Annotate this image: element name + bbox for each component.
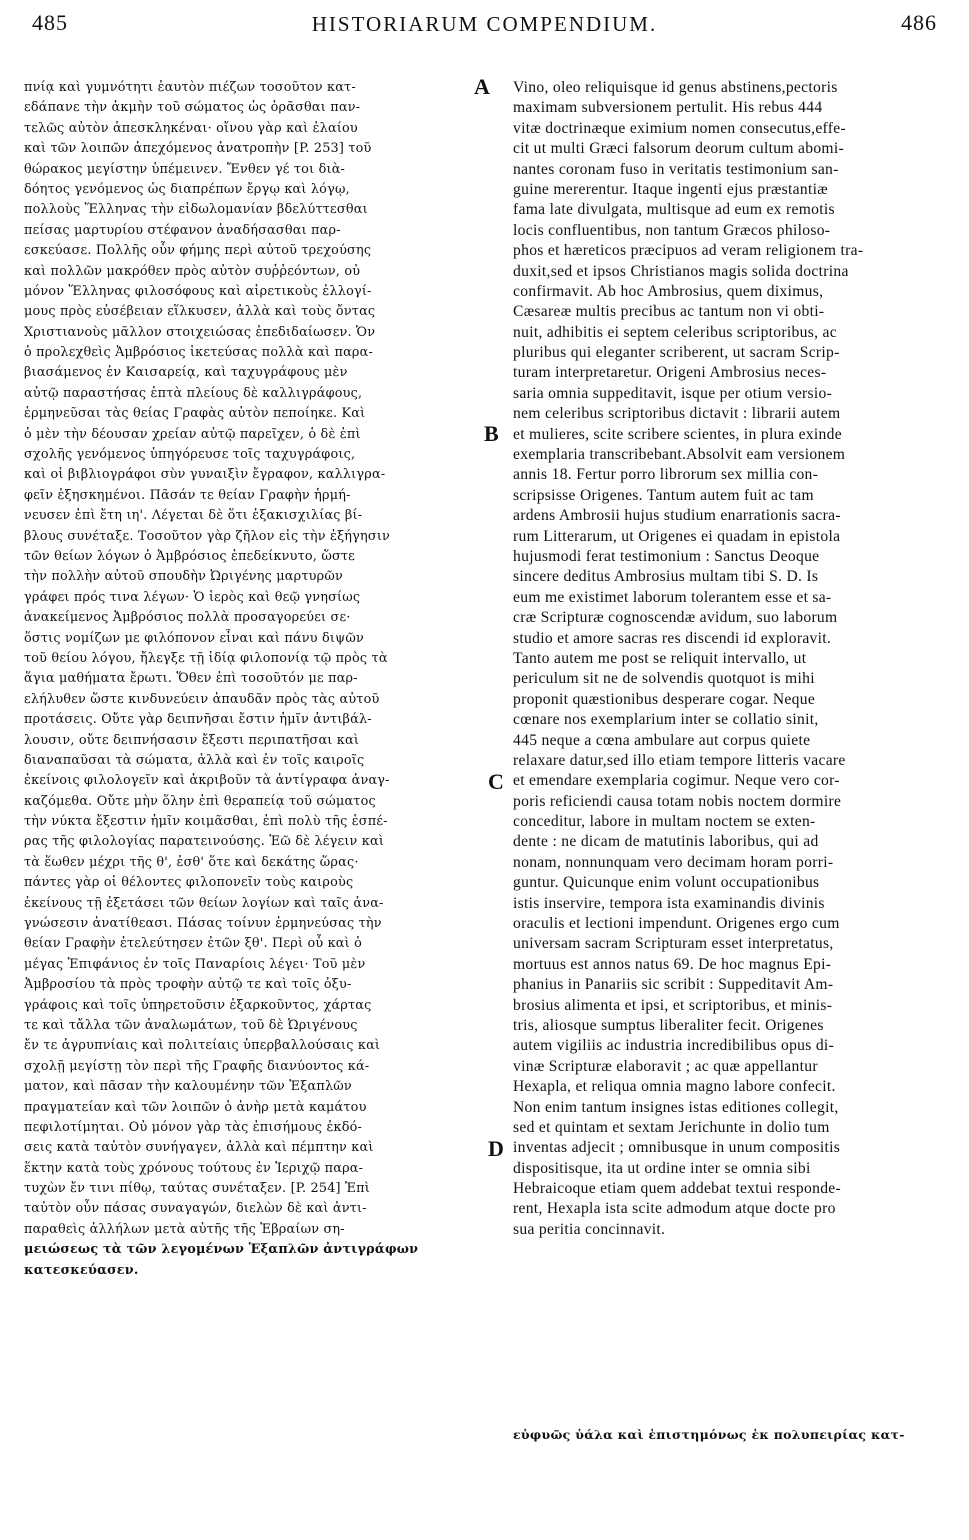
latin-text-line: phanius in Panariis sic scribit : Suppeditavit Am- <box>513 976 834 994</box>
greek-text-line: ὁ προλεχθεὶς Ἀμβρόσιος ἱκετεύσας πολλὰ καὶ παρα- <box>24 345 374 361</box>
latin-text-line: nonam, nonnunquam vero decimam horam porri- <box>513 853 834 871</box>
latin-text-line: nem celeribus scriptoribus dictavit : librarii autem <box>513 405 841 423</box>
greek-column <box>24 78 487 1281</box>
latin-text-line: istis inservire, tempora ista examinandis divinis <box>513 894 825 912</box>
greek-text-line: τῶν θείων λόγων ὁ Ἀμβρόσιος ἐπεδείκνυτο, ὥστε <box>24 548 356 564</box>
greek-text-line: τε καὶ τἄλλα τῶν ἀναλωμάτων, τοῦ δὲ Ὠριγένους <box>24 1017 358 1033</box>
latin-text-line: relaxare datur,sed illo etiam tempore litteris vacare <box>513 751 846 769</box>
latin-text-line: cræ Scripturæ cognoscendæ avidum, suo laborum <box>513 609 838 627</box>
latin-text-line: Cæsareæ multis precibus ac tantum non vi obti- <box>513 303 825 321</box>
greek-text-line: ρας τῆς φιλολογίας παρατεινούσης. Ἐῶ δὲ λέγειν καὶ <box>24 834 385 850</box>
latin-text-line: confirmavit. Ab hoc Ambrosius, quem diximus, <box>513 282 824 300</box>
latin-text-line: exemplaria transcribebant.Absolvit eam versionem <box>513 446 846 464</box>
latin-text-line: phos et hæreticos præcipuos ad veram religionem tra- <box>513 242 864 260</box>
greek-text-line: τυχὼν ἔν τινι πίθῳ, ταύτας συνέταξεν. [P. 254] Ἐπὶ <box>24 1181 370 1197</box>
greek-text-line: ὅστις νομίζων με φιλόπονον εἶναι καὶ πάνυ διψῶν <box>24 630 364 646</box>
latin-text-line: turam interpretaretur. Origeni Ambrosius neces- <box>513 364 827 382</box>
page-header <box>0 0 969 40</box>
greek-text-line: καὶ τῶν λοιπῶν ἀπεχόμενος ἀνατροπὴν [P. 253] τοῦ <box>24 141 372 157</box>
latin-text-line: vinæ Scripturæ elaboravit ; ac quæ appellantur <box>513 1057 818 1075</box>
greek-text-line: καὶ πολλῶν μακρόθεν πρὸς αὐτὸν συῤῥεόντων, οὐ <box>24 263 361 279</box>
greek-text-line: εσκεύασε. Πολλῆς οὖν φήμης περὶ αὐτοῦ τρεχούσης <box>24 243 372 259</box>
greek-text-line: ματον, καὶ πᾶσαν τὴν καλουμένην τῶν Ἑξαπλῶν <box>24 1079 352 1095</box>
latin-text-line: universam sacram Scripturam esset interpretatus, <box>513 935 834 953</box>
latin-text-line: sed et quintam et sextam Jerichunte in dolio tum <box>513 1118 830 1136</box>
greek-text-line: ὁ μὲν τὴν δέουσαν χρείαν αὐτῷ παρεῖχεν, ὁ δὲ ἐπὶ <box>24 426 361 442</box>
right-page-number: 486 <box>901 10 937 35</box>
latin-text-line: Hebraicoque etiam quem addebat textui responde- <box>513 1180 842 1198</box>
greek-text-line: ἔν τε ἀγρυπνίαις καὶ πολιτείαις ὑπερβαλλούσαις καὶ <box>24 1038 381 1054</box>
greek-text-line: προτάσεις. Οὔτε γὰρ δειπνῆσαι ἔστιν ἡμῖν ἀντιβάλ- <box>24 712 372 728</box>
greek-text-line: λουσιν, οὔτε δειπνήσασιν ἔξεστι περιπατῆσαι καὶ <box>24 732 360 748</box>
greek-text-line: δόητος γενόμενος ὡς διαπρέπων ἔργῳ καὶ λόγῳ, <box>24 181 350 197</box>
greek-text-line: τελῶς αὐτὸν ἀπεσκληκέναι· οἴνου γὰρ καὶ ἐλαίου <box>24 120 358 136</box>
greek-text-line: γνώσεσιν ἀνατίθεασι. Πάσας τοίνυν ἑρμηνεύσας τὴν <box>24 916 382 932</box>
latin-text-line: guntur. Quicunque enim volunt occupationibus <box>513 874 820 892</box>
greek-text-line: καὶ οἱ βιβλιογράφοι σὺν γυναιξὶν ἔγραφον, καλλιγρα- <box>24 467 386 483</box>
greek-text-line: γράφοις καὶ τοῖς ὑπηρετοῦσιν ἐξαρκοῦντος, χάρτας <box>24 997 372 1013</box>
greek-text-line: πάντες γὰρ οἱ θέλοντες φιλοπονεῖν τοὺς καιροὺς <box>24 875 354 891</box>
latin-text-line: rent, Hexapla ista scite admodum atque docte pro <box>513 1200 836 1218</box>
latin-text-line: brosius alimenta et ipsi, et scriptoribus, et minis- <box>513 996 833 1014</box>
latin-text-line: studio et amore sacras res discendi id exploravit. <box>513 629 832 647</box>
latin-text-line: mortuus est annos natus 69. De hoc magnus Epi- <box>513 955 832 973</box>
greek-text-line: τοῦ θείου λόγου, ἤλεγξε τῇ ἰδίᾳ φιλοπονίᾳ τῷ πρὸς τὰ <box>24 650 388 666</box>
latin-text-line: poris reficiendi causa totam nobis noctem dormire <box>513 792 842 810</box>
latin-text-line: sua peritia concinnavit. <box>513 1220 666 1238</box>
greek-text-line: μειώσεως τὰ τῶν λεγομένων Ἑξαπλῶν ἀντιγράφων <box>24 1242 419 1258</box>
latin-text-line: dente : ne dicam de matutinis laboribus, qui ad <box>513 833 819 851</box>
greek-text-line: εδάπανε τὴν ἀκμὴν τοῦ σώματος ὡς ὁρᾶσθαι παν- <box>24 100 361 116</box>
greek-text-line: θείαν Γραφὴν ἐτελεύτησεν ἐτῶν ξθ'. Περὶ οὗ καὶ ὁ <box>24 936 363 952</box>
latin-text-line: fama late divulgata, multisque ad eum ex remotis <box>513 201 835 219</box>
margin-marker-b: B <box>484 421 499 446</box>
greek-text-line: ἀνακείμενος Ἀμβρόσιος πολλὰ προσαγορεύει σε· <box>24 610 351 626</box>
left-page-number: 485 <box>32 10 68 35</box>
latin-text-line: hujusmodi ferat testimonium : Sanctus Deoque <box>513 547 820 565</box>
latin-text-line: ardens Ambrosii hujus studium enarrationis sacra- <box>513 507 841 525</box>
greek-text-line: θώρακος μεγίστην ὑπέμεινεν. Ἔνθεν γέ τοι διὰ- <box>24 161 346 177</box>
latin-text-line: maximam subversionem pertulit. His rebus 444 <box>513 99 823 117</box>
latin-text-line: scripsisse Origenes. Tantum autem fuit ac tam <box>513 486 814 504</box>
margin-marker-a: A <box>474 74 490 99</box>
greek-text-line: ελήλυθεν ὥστε κινδυνεύειν ἀπαυδᾶν πρὸς τὰς αὐτοῦ <box>24 691 380 707</box>
latin-text-line: 445 neque a cœna ambulare aut corpus quiete <box>513 731 811 749</box>
latin-text-line: cœnare nos exemplarium inter se collatio sinit, <box>513 711 819 729</box>
greek-text-line: πνίᾳ καὶ γυμνότητι ἑαυτὸν πιέζων τοσοῦτον κατ- <box>24 80 356 95</box>
latin-text-line: sincere deditus Ambrosius multam tibi S. D. Is <box>513 568 819 586</box>
greek-text-line: Χριστιανοὺς μᾶλλον στοιχειώσας ἐπεδιδαίωσεν. Ὁν <box>24 324 376 340</box>
greek-text-line: τὰ ἕωθεν μέχρι τῆς θ', ἐσθ' ὅτε καὶ δεκάτης ὥρας· <box>24 854 359 870</box>
greek-text-line: φεῖν ἐξησκημένοι. Πᾶσάν τε θείαν Γραφὴν ἡρμή- <box>24 487 351 503</box>
greek-text-line: μόνον Ἕλληνας φιλοσόφους καὶ αἱρετικοὺς ἐλλογί- <box>24 283 372 299</box>
latin-text-line: locis confluentibus, non tantum Græcos philoso- <box>513 221 831 239</box>
greek-text-line: μους πρὸς εὐσέβειαν εἵλκυσεν, ἀλλὰ καὶ τοὺς ὄντας <box>24 304 376 320</box>
greek-text-line: βλους συνέταξε. Τοσοῦτον γὰρ ζῆλον εἰς τὴν ἐξήγησιν <box>24 528 391 544</box>
latin-text-line: saria omnia suppeditavit, isque per otium versio- <box>513 384 833 402</box>
latin-text-line: oraculis et lectioni impendunt. Origenes ergo cum <box>513 915 840 933</box>
greek-text-line: σεις κατὰ ταὐτὸν συνήγαγεν, ἀλλὰ καὶ πέμπτην καὶ <box>24 1140 374 1156</box>
greek-text-line: Ἀμβροσίου τὰ πρὸς τροφὴν αὐτῷ τε καὶ τοῖς ὀξυ- <box>24 977 352 993</box>
greek-text-line: πεφιλοτίμηται. Οὐ μόνον γὰρ τὰς ἐπισήμους ἐκδό- <box>24 1119 363 1135</box>
latin-text-line: rum Litterarum, ut Origenes ei quadam in epistola <box>513 527 841 545</box>
latin-text-line: dispositisque, ita ut ordine inter se omnia sibi <box>513 1159 811 1177</box>
latin-column <box>513 78 941 1240</box>
latin-text-line: periculum sit ne de solvendis quotquot is mihi <box>513 670 815 688</box>
latin-text-line: et mulieres, scite scribere scientes, in plura exinde <box>513 425 842 443</box>
greek-text-line: σχολῇ μεγίστῃ τὸν περὶ τῆς Γραφῆς διανύοντος κά- <box>24 1058 370 1074</box>
latin-text-line: vitæ doctrinæque eximium nomen consecutus,effe- <box>513 119 846 137</box>
latin-text-line: Hexapla, et reliqua omnia magno labore confecit. <box>513 1078 836 1096</box>
latin-text-line: pluribus qui eleganter scriberent, ut sacram Scrip- <box>513 344 840 362</box>
latin-text-line: inventas adjecit ; omnibusque in unum compositis <box>513 1139 841 1157</box>
greek-text-line: γράφει πρός τινα λέγων· Ὁ ἱερὸς καὶ θεῷ γνησίως <box>24 589 361 605</box>
latin-text-line: guine mererentur. Itaque ingenti ejus præstantiæ <box>513 180 828 198</box>
latin-text-line: eum me existimet laborum tolerantem esse et sa- <box>513 588 832 606</box>
greek-text-line: πολλοὺς Ἕλληνας τὴν εἰδωλομανίαν βδελύττεσθαι <box>24 202 368 218</box>
latin-column-greek-fragment: εὐφυῶς ὑάλα καὶ ἐπιστημόνως ἐκ πολυπειρίας κατ- <box>513 1427 905 1442</box>
running-title: HISTORIARUM COMPENDIUM. <box>311 12 658 36</box>
greek-text-line: παραθεὶς ἀλλήλων μετὰ αὐτῆς τῆς Ἑβραίων ση- <box>24 1221 345 1237</box>
latin-text-line: Non enim tantum insignes istas editiones collegit, <box>513 1098 839 1116</box>
latin-text-line: tris, aliosque sumptus liberaliter fecit. Origenes <box>513 1016 824 1034</box>
latin-text-line: nantes coronam fuso in veritatis testimonium san- <box>513 160 839 178</box>
latin-text-line: annis 18. Fertur porro librorum sex millia con- <box>513 466 819 484</box>
greek-text-line: ἕκτην κατὰ τοὺς χρόνους τούτους ἐν Ἱεριχῷ παρα- <box>24 1160 364 1176</box>
greek-text-line: ἐκείνοις φιλολογεῖν καὶ ἀκριβοῦν τὰ ἀντίγραφα ἀναγ- <box>24 773 390 789</box>
latin-text-line: duxit,sed et ipsos Christianos magis solida doctrina <box>513 262 849 280</box>
margin-marker-c: C <box>488 769 504 794</box>
latin-text-line: et emendare exemplaria cogimur. Neque vero cor- <box>513 772 840 790</box>
greek-text-line: βιασάμενος ἐν Καισαρείᾳ, καὶ ταχυγράφους μὲν <box>24 365 348 381</box>
greek-text-line: αὐτῷ παραστήσας ἑπτὰ πλείους δὲ καλλιγράφους, <box>24 385 363 401</box>
latin-text-line: Tanto autem me post se reliquit intervallo, ut <box>513 649 807 667</box>
greek-text-line: ἑρμηνεῦσαι τὰς θείας Γραφὰς αὐτὸν πεποίηκε. Καὶ <box>24 406 366 422</box>
greek-text-line: ἐκείνους τῇ ἐξετάσει τῶν θείων λογίων καὶ ταῖς ἀνα- <box>24 895 384 911</box>
greek-text-line: καζόμεθα. Οὔτε μὴν ὅλην ἐπὶ θεραπείᾳ τοῦ σώματος <box>24 793 376 809</box>
greek-text-line: νευσεν ἐπὶ ἔτη ιη'. Λέγεται δὲ ὅτι ἑξακισχιλίας βί- <box>24 508 363 524</box>
greek-text-line: τὴν νύκτα ἔξεστιν ἡμῖν κοιμᾶσθαι, ἐπὶ πολὺ τῆς ἑσπέ- <box>24 814 388 830</box>
greek-text-line: διαναπαῦσαι τὰ σώματα, ἀλλὰ καὶ ἐν τοῖς καιροῖς <box>24 752 365 768</box>
greek-text-line: πείσας μαρτυρίου στέφανον ἀναδήσασθαι παρ- <box>24 222 341 238</box>
greek-text-line: ἅγια μαθήματα ἔρωτι. Ὅθεν ἐπὶ τοσοῦτόν με παρ- <box>24 671 358 687</box>
greek-text-line: σχολῆς γενόμενος ὑπηγόρευσε τοῖς ταχυγράφοις, <box>24 447 356 463</box>
latin-text-line: cit ut multi Græci falsorum deorum cultum abomi- <box>513 140 844 158</box>
greek-text-line: τὴν πολλὴν αὐτοῦ σπουδὴν Ὠριγένης μαρτυρῶν <box>24 569 343 585</box>
latin-text-line: autem vigiliis ac industria incredibilibus opus di- <box>513 1037 835 1055</box>
greek-text-line: μέγας Ἐπιφάνιος ἐν τοῖς Παναρίοις λέγει· Τοῦ μὲν <box>24 956 366 972</box>
latin-text-line: proponit quæstionibus desperare cogar. Neque <box>513 690 816 708</box>
margin-marker-d: D <box>488 1136 504 1161</box>
latin-text-line: conceditur, labore in multam noctem se exten- <box>513 813 816 831</box>
greek-text-line: ταὐτὸν οὖν πάσας συναγαγών, διελὼν δὲ καὶ ἀντι- <box>24 1201 367 1217</box>
latin-text-line: nuit, adhibitis ei septem celeribus scriptoribus, ac <box>513 323 837 341</box>
greek-text-line: πραγματείαν καὶ τῶν λοιπῶν ὁ ἀνὴρ μετὰ καμάτου <box>24 1099 367 1115</box>
latin-text-line: Vino, oleo reliquisque id genus abstinens,pectoris <box>513 79 838 96</box>
greek-text-line: κατεσκεύασεν. <box>24 1262 139 1278</box>
